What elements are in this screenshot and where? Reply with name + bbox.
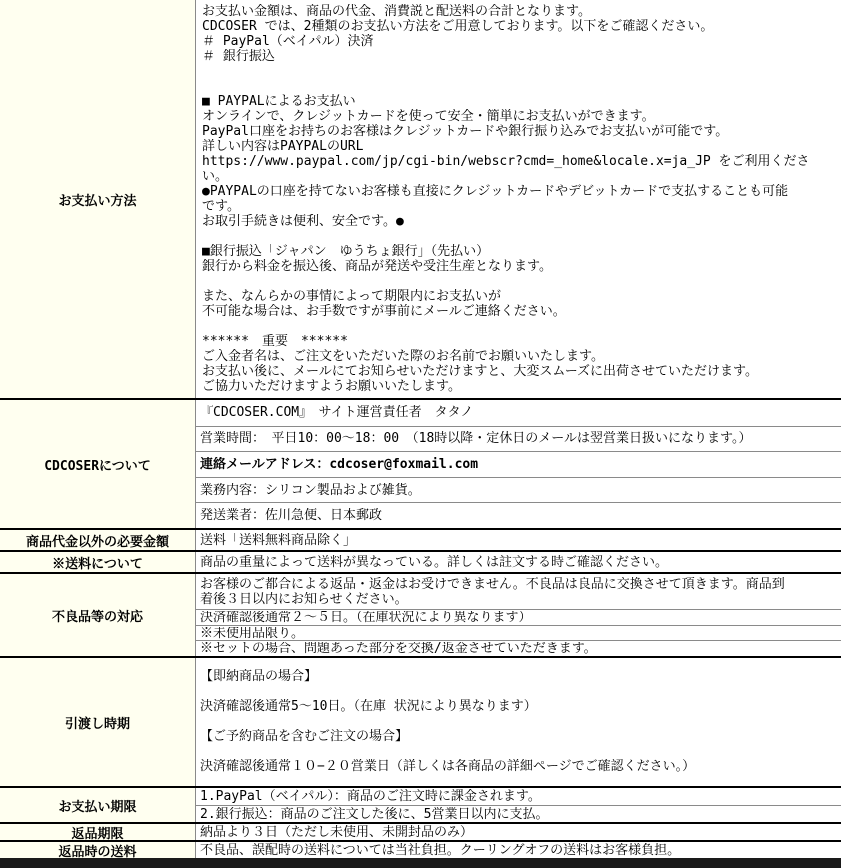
text-line: [200, 744, 837, 759]
unused-only: [196, 625, 841, 641]
exchange-time: [196, 609, 841, 625]
text-line: 納品より３日（ただし未使用、未開封品のみ）: [200, 825, 474, 840]
row-content-return_deadline: [196, 824, 841, 840]
text-line: https://www.paypal.com/jp/cgi-bin/webscr?cmd=_home&locale.x=ja_JP をご利用ください。: [202, 154, 810, 184]
text-line: ※セットの場合、問題あった部分を交換/返金させていただきます。: [200, 642, 597, 656]
table-row-payment_deadline: [0, 786, 841, 822]
table-row-return_shipping: [0, 840, 841, 858]
text-line: 連絡メールアドレス：cdcoser@foxmail.com: [200, 456, 479, 472]
table-row-payment_method: [0, 0, 841, 398]
text-line: [200, 684, 837, 699]
set-policy: [196, 640, 841, 656]
text-line: CDCOSER では、2種類のお支払い方法をご用意しております。以下をご確認ください。: [202, 19, 714, 34]
text-line: PayPal口座をお持ちのお客様はクレジットカードや銀行振り込みでお支払いが可能です。: [202, 124, 729, 139]
return-deadline-text: [196, 824, 841, 840]
row-content-payment_deadline: [196, 788, 841, 822]
table-row-extra_fees: [0, 528, 841, 550]
text-line: 営業時間： 平日10：00〜18：00 （18時以降・定休日のメールは翌営業日扱いになります。）: [200, 431, 752, 447]
row-label-return_shipping: 返品時の送料: [0, 842, 196, 858]
return-policy: [196, 574, 841, 609]
row-content-defective: [196, 574, 841, 656]
text-line: 『CDCOSER.COM』 サイト運営責任者 タタノ: [200, 405, 474, 421]
text-line: お客様のご都合による返品・返金はお受けできません。不良品は良品に交換させて頂きます。商品到: [200, 577, 785, 592]
text-line: ※未使用品限り。: [200, 626, 305, 640]
row-label-payment_deadline: お支払い期限: [0, 788, 196, 822]
table-row-about: [0, 398, 841, 528]
row-label-defective: 不良品等の対応: [0, 574, 196, 656]
row-content-return_shipping: [196, 842, 841, 858]
text-line: 着後３日以内にお知らせください。: [200, 592, 408, 607]
row-content-delivery_time: [196, 658, 841, 786]
row-label-payment_method: お支払い方法: [0, 0, 196, 398]
text-line: 業務内容：シリコン製品および雑貨。: [200, 482, 421, 498]
text-line: 1.PayPal（ベイパル）：商品のご注文時に課金されます。: [200, 789, 541, 804]
row-content-shipping_note: [196, 552, 841, 572]
site-operator: [196, 400, 841, 426]
table-row-delivery_time: [0, 656, 841, 786]
text-line: お取引手続きは便利、安全です。●: [202, 214, 404, 229]
business-hours: [196, 426, 841, 452]
text-line: ●PAYPALの口座を持てないお客様も直接にクレジットカードやデビットカードで支払することも可能: [202, 184, 789, 199]
text-line: 銀行から料金を振込後、商品が発送や受注生産となります。: [202, 259, 552, 274]
text-line: [202, 79, 835, 94]
text-line: ご協力いただけますようお願いいたします。: [202, 379, 461, 394]
text-line: 詳しい内容はPAYPALのURL: [202, 139, 364, 154]
text-line: 不良品、誤配時の送料については当社負担。クーリングオフの送料はお客様負担。: [200, 843, 681, 858]
table-row-shipping_note: [0, 550, 841, 572]
text-line: 決済確認後通常２〜５日。（在庫状況により異なります）: [200, 611, 532, 625]
extra-fees-text: [196, 530, 841, 550]
text-line: オンラインで、クレジットカードを使って安全・簡単にお支払いができます。: [202, 109, 655, 124]
shipping-note-text: [196, 552, 841, 572]
text-line: [200, 714, 837, 729]
text-line: 送料「送料無料商品除く」: [200, 532, 357, 548]
row-content-payment_method: [196, 0, 841, 398]
row-label-extra_fees: 商品代金以外の必要金額: [0, 530, 196, 550]
deadline-bank: [196, 805, 841, 822]
text-line: 不可能な場合は、お手数ですが事前にメールご連絡ください。: [202, 304, 566, 319]
deadline-paypal: [196, 788, 841, 805]
table-row-defective: [0, 572, 841, 656]
text-line: 商品の重量によって送料が異なっている。詳しくは註文する時ご確認ください。: [200, 554, 669, 570]
text-line: ■ PAYPALによるお支払い: [202, 94, 356, 109]
payment-method-text: [196, 0, 841, 398]
text-line: また、なんらかの事情によって期限内にお支払いが: [202, 289, 502, 304]
text-line: ****** 重要 ******: [202, 334, 348, 349]
row-label-about: CDCOSERについて: [0, 400, 196, 528]
business-content: [196, 477, 841, 503]
row-label-delivery_time: 引渡し時期: [0, 658, 196, 786]
text-line: お支払い後に、メールにてお知らせいただけますと、大変スムーズに出荷させていただけます。: [202, 364, 759, 379]
text-line: ご入金者名は、ご注文をいただいた際のお名前でお願いいたします。: [202, 349, 604, 364]
row-content-about: [196, 400, 841, 528]
row-label-return_deadline: 返品期限: [0, 824, 196, 840]
text-line: 発送業者：佐川急便、日本郵政: [200, 508, 383, 524]
contact-email: [196, 451, 841, 477]
shipping-carriers: [196, 502, 841, 528]
text-line: ■銀行振込「ジャパン ゆうちょ銀行」（先払い）: [202, 244, 490, 259]
text-line: 【ご予約商品を含むご注文の場合】: [200, 729, 409, 744]
table-row-return_deadline: [0, 822, 841, 840]
text-line: [202, 229, 835, 244]
text-line: 【即納商品の場合】: [200, 669, 318, 684]
delivery-time-text: [196, 658, 841, 778]
row-content-extra_fees: [196, 530, 841, 550]
footer-bar: [0, 858, 841, 868]
text-line: ＃ 銀行振込: [202, 49, 275, 64]
text-line: [202, 319, 835, 334]
return-shipping-text: [196, 842, 841, 858]
text-line: 2.銀行振込：商品のご注文した後に、5営業日以内に支払。: [200, 806, 549, 822]
text-line: ＃ PayPal（ベイパル）決済: [202, 34, 374, 49]
text-line: [202, 274, 835, 289]
text-line: 決済確認後通常１０−２０営業日（詳しくは各商品の詳細ページでご確認ください。）: [200, 759, 696, 774]
row-label-shipping_note: ※送料について: [0, 552, 196, 572]
text-line: お支払い金額は、商品の代金、消費説と配送料の合計となります。: [202, 4, 591, 19]
text-line: 決済確認後通常5〜10日。（在庫 状況により異なります）: [200, 699, 537, 714]
text-line: です。: [202, 199, 240, 214]
text-line: [202, 64, 835, 79]
